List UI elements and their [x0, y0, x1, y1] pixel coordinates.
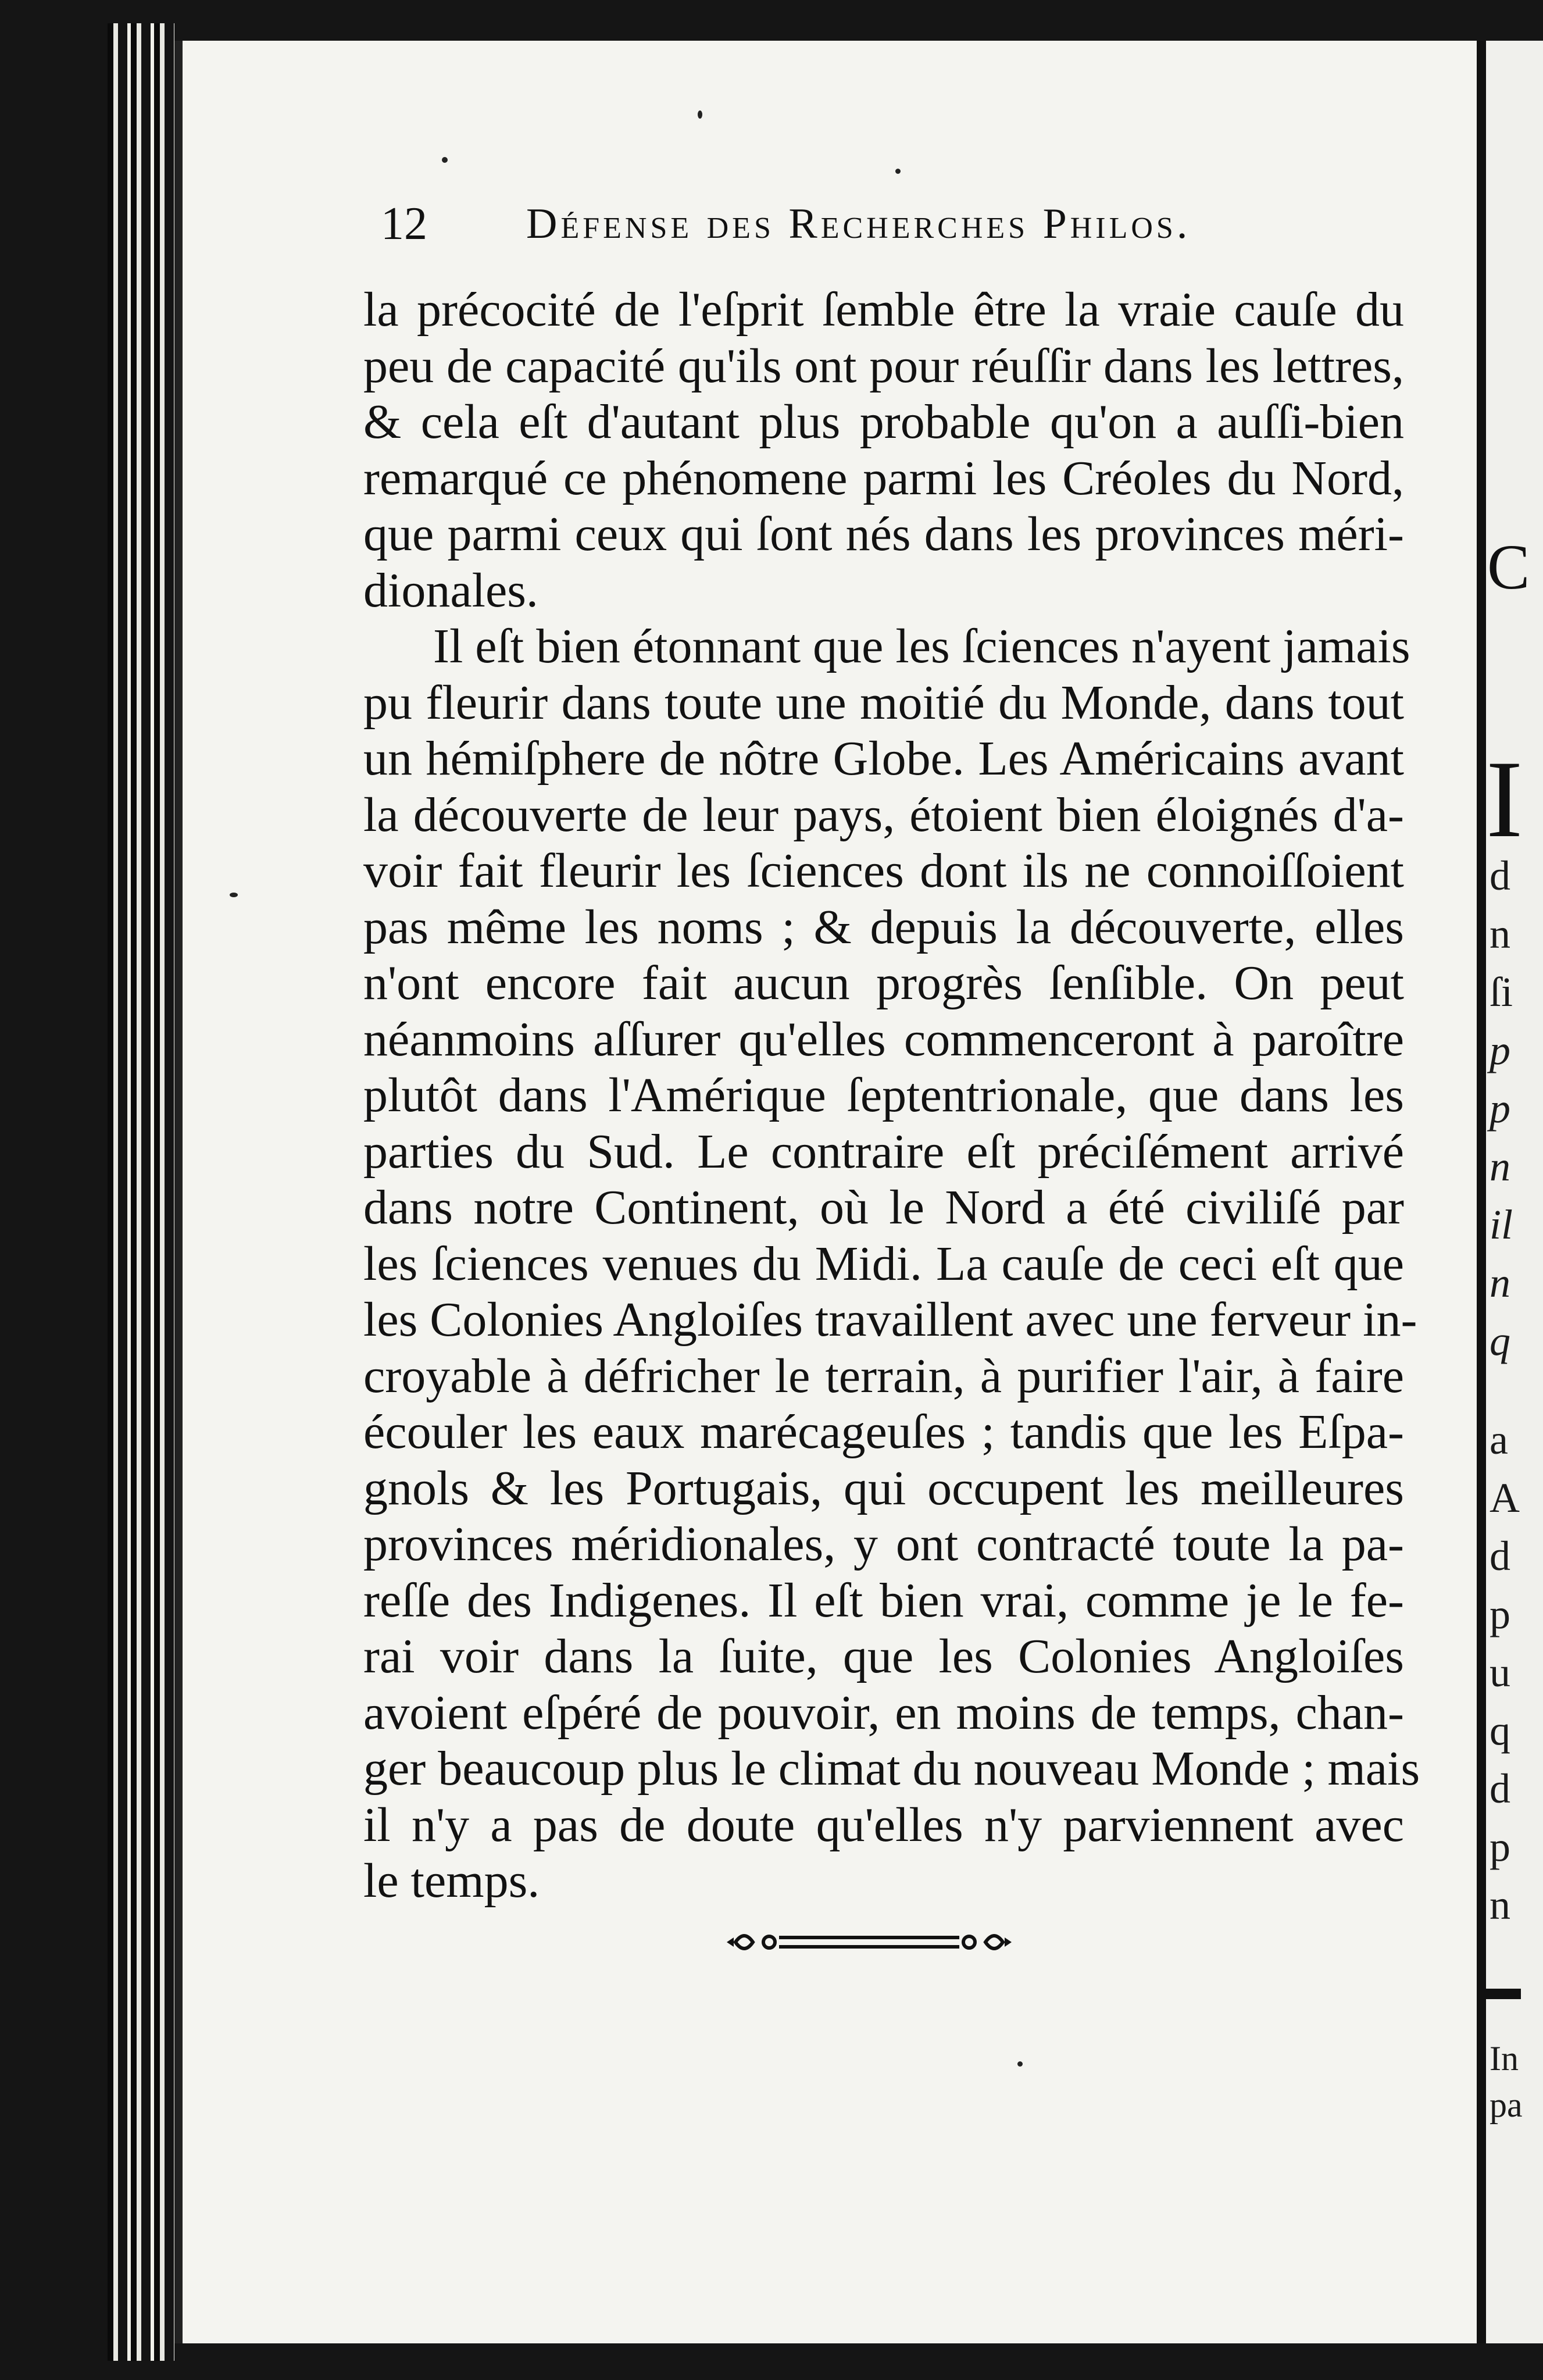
text-line: provinces méridionales, y ont contracté toute la pa- — [363, 1517, 1404, 1571]
text-line: la découverte de leur pays, étoient bien éloignés d'a- — [363, 787, 1404, 842]
facing-page-fragment: il — [1490, 1201, 1513, 1248]
facing-page-fragment: d — [1490, 1533, 1510, 1579]
facing-page-fragment: C — [1487, 531, 1530, 602]
page-number: 12 — [381, 198, 427, 249]
scan-speck — [1017, 2061, 1023, 2067]
running-title: Défense des Recherches Philos. — [526, 200, 1191, 248]
text-line: peu de capacité qu'ils ont pour réuſſir dans les lettres, — [363, 338, 1404, 393]
facing-page-fragment: p — [1490, 1824, 1510, 1870]
page-header — [381, 192, 1404, 256]
text-line: la précocité de l'eſprit ſemble être la vraie cauſe du — [363, 283, 1404, 337]
text-line: & cela eſt d'autant plus probable qu'on a auſſi-bien — [363, 395, 1404, 449]
facing-page-fragment: d — [1490, 852, 1510, 899]
facing-page-fragment: q — [1490, 1707, 1510, 1754]
text-line: dionales. — [363, 563, 538, 618]
text-line: plutôt dans l'Amérique ſeptentrionale, que dans les — [363, 1068, 1404, 1122]
scan-speck — [698, 110, 702, 119]
text-line: les Colonies Angloiſes travaillent avec une ferveur in- — [363, 1293, 1417, 1347]
text-line: pas même les noms ; & depuis la découverte, elles — [363, 900, 1404, 954]
text-line: gnols & les Portugais, qui occupent les meilleures — [363, 1461, 1404, 1515]
text-line: reſſe des Indigenes. Il eſt bien vrai, comme je le fe- — [363, 1573, 1404, 1628]
scan-speck — [230, 893, 238, 897]
facing-page-fragment: p — [1490, 1591, 1510, 1637]
text-line: les ſciences venues du Midi. La cauſe de ceci eſt que — [363, 1236, 1404, 1291]
scan-speck — [442, 157, 448, 163]
facing-page-fragment: ſi — [1490, 969, 1513, 1015]
paragraph-2 — [363, 619, 1420, 1910]
paragraph-1 — [363, 282, 1404, 619]
facing-page-fragment: n — [1490, 1259, 1510, 1306]
text-line: ger beaucoup plus le climat du nouveau Monde ; mais — [363, 1742, 1420, 1796]
scan-speck — [895, 169, 901, 174]
facing-page-fragment: A — [1490, 1475, 1520, 1521]
facing-page-fragment: q — [1490, 1318, 1510, 1364]
facing-page-fragment: d — [1490, 1765, 1510, 1812]
text-line: parties du Sud. Le contraire eſt préciſément arrivé — [363, 1124, 1404, 1179]
text-line: écouler les eaux marécageuſes ; tandis que les Eſpa- — [363, 1405, 1404, 1459]
facing-page-fragment: pa — [1490, 2086, 1523, 2124]
text-line: un hémiſphere de nôtre Globe. Les Américains avant — [363, 732, 1404, 786]
facing-page-fragment: u — [1490, 1649, 1510, 1696]
facing-page-fragment: n — [1490, 1882, 1510, 1928]
text-line: néanmoins aſſurer qu'elles commenceront à paroître — [363, 1012, 1404, 1066]
text-line: Il eſt bien étonnant que les ſciences n'ayent jamais — [433, 619, 1410, 673]
facing-page-fragment: a — [1490, 1416, 1508, 1463]
facing-page-fragment: n — [1490, 911, 1510, 957]
facing-page-edge — [1477, 41, 1543, 2343]
facing-page-drop-cap: I — [1486, 738, 1523, 861]
text-line: que parmi ceux qui ſont nés dans les provinces méri- — [363, 507, 1404, 561]
facing-page-fragment: p — [1490, 1027, 1510, 1073]
text-line: dans notre Continent, où le Nord a été civiliſé par — [363, 1180, 1404, 1234]
text-line: remarqué ce phénomene parmi les Créoles du Nord, — [363, 451, 1404, 505]
text-line: voir fait fleurir les ſciences dont ils ne connoiſſoient — [363, 844, 1404, 898]
text-line: n'ont encore fait aucun progrès ſenſible. On peut — [363, 956, 1404, 1010]
facing-page-fragment: In — [1490, 2039, 1519, 2078]
text-line: avoient eſpéré de pouvoir, en moins de temps, chan- — [363, 1685, 1404, 1740]
facing-page-fragment: n — [1490, 1143, 1510, 1190]
tailpiece-ornament — [724, 1922, 1015, 1962]
body-text — [363, 282, 1420, 1910]
text-line: le temps. — [363, 1854, 540, 1908]
text-line: il n'y a pas de doute qu'elles n'y parviennent avec — [363, 1797, 1404, 1852]
text-line: pu fleurir dans toute une moitié du Monde, dans tout — [363, 675, 1404, 730]
text-line: croyable à défricher le terrain, à purifier l'air, à faire — [363, 1348, 1404, 1403]
book-binding-edge — [108, 23, 174, 2361]
facing-page-fragment: p — [1490, 1085, 1510, 1132]
facing-page-rule — [1486, 1989, 1521, 1999]
text-line: rai voir dans la ſuite, que les Colonies Angloiſes — [363, 1629, 1404, 1683]
